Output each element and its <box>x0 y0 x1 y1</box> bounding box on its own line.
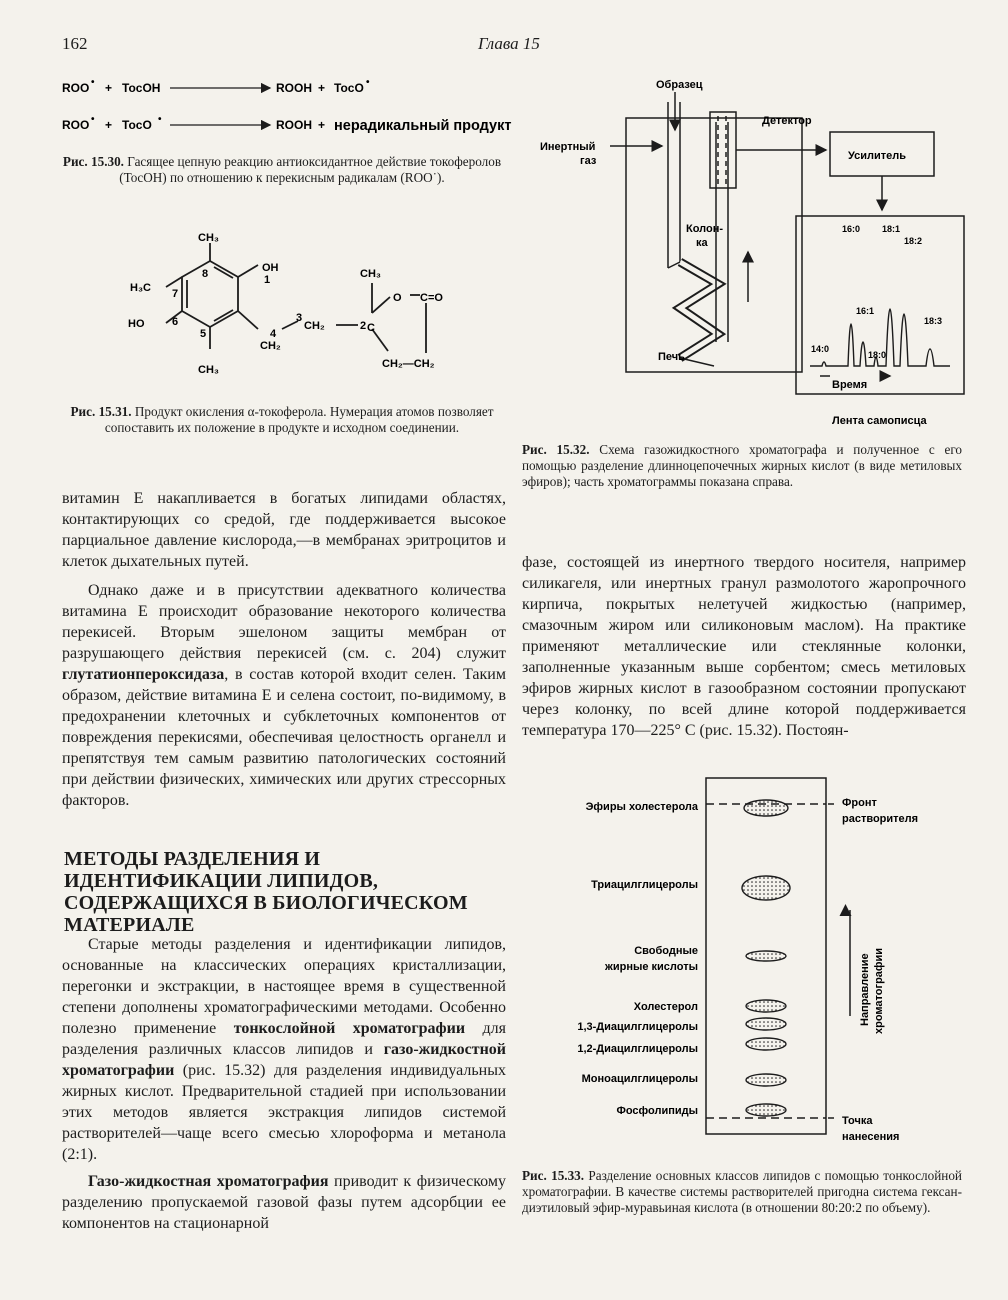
tlc-plate-diagram <box>530 776 970 1146</box>
r2-product1: ROOH <box>276 118 312 132</box>
peak-18-0: 18:0 <box>868 350 887 360</box>
spot-cholesterol-esters <box>744 800 788 816</box>
num-6: 6 <box>172 316 179 328</box>
inert-gas-label-2: газ <box>580 155 597 167</box>
amplifier-label: Усилитель <box>848 150 907 162</box>
fig-15-30-caption <box>60 154 504 186</box>
label-front-1: Фронт <box>842 797 877 809</box>
fig-15-31-caption <box>60 404 504 436</box>
p3-term-glc: газо-жидкостной хроматографии <box>62 1041 506 1079</box>
num-5: 5 <box>200 328 207 340</box>
ch3-top: CH₃ <box>198 232 219 244</box>
label-triacylglycerols: Триацилглицеролы <box>591 879 698 891</box>
fig-15-33-label: Рис. 15.33. <box>522 1168 585 1183</box>
detector-box <box>710 112 736 188</box>
num-4: 4 <box>270 328 277 340</box>
r1-dot2: • <box>366 77 370 88</box>
gas-chromatograph-diagram <box>530 72 970 432</box>
r2-dot1: • <box>91 114 95 125</box>
column-label-1: Колон- <box>686 223 724 235</box>
benzene-ring <box>182 261 238 327</box>
peak-18-1: 18:1 <box>882 224 901 234</box>
r2-dot2: • <box>158 114 162 125</box>
c2-label: C <box>367 322 375 334</box>
fig-15-30-text: Гасящее цепную реакцию антиоксидантное действие токоферолов (TocOH) по отношению к перекисным радикалам (ROO˙). <box>119 154 502 185</box>
peak-14-0: 14:0 <box>811 344 830 354</box>
label-ffa-2: жирные кислоты <box>605 961 698 973</box>
label-dag-12: 1,2-Диацилглицеролы <box>577 1043 698 1055</box>
spot-dag-13 <box>746 1018 786 1030</box>
peak-18-2: 18:2 <box>904 236 923 246</box>
c-double-o: C=O <box>420 292 443 304</box>
time-label: Время <box>832 379 868 391</box>
right-column-text <box>522 552 966 741</box>
label-origin-2: нанесения <box>842 1131 900 1143</box>
spot-triacylglycerols <box>742 876 790 900</box>
r1-dot1: • <box>91 77 95 88</box>
oh-label: OH <box>262 262 279 274</box>
spot-free-fatty-acids <box>746 951 786 961</box>
detector-label: Детектор <box>762 115 812 127</box>
p3-text-a: Старые методы разделения и идентификации липидов, основанные на классических операциях кристаллизации, перегонки и экстракции, в настоящее время в существенной степени дополнены хроматографическими методами. Особенно полезно применение <box>62 936 506 1037</box>
p3-text-b: для разделения различных классов липидов и <box>62 1020 506 1058</box>
fig-15-33-caption <box>522 1168 962 1216</box>
p2-text-a: Однако даже и в присутствии адекватного количества витамина E происходит образование некоторого количества перекисей. Вторым эшелоном защиты мембран от разрушающего действия перекисей (см. с. 204) служит <box>62 582 506 662</box>
tocopherol-product-structure <box>110 225 470 385</box>
left-column-text <box>62 488 506 811</box>
ch2-ch2: CH₂—CH₂ <box>382 358 435 370</box>
inert-gas-label-1: Инертный <box>540 141 596 153</box>
fig-15-30-label: Рис. 15.30. <box>62 154 124 169</box>
tape-label: Лента самописца <box>832 415 927 427</box>
p4-term: Газо-жидкостная хроматография <box>88 1173 329 1190</box>
left-paragraph-4 <box>62 1171 506 1234</box>
peak-18-3: 18:3 <box>924 316 943 326</box>
left-paragraph-1: витамин E накапливается в богатых липидами областях, контактирующих со средой, где поддерживается высокое парциальное давление кислорода,—в мембранах эритроцитов и клеток дыхательных путей. <box>62 490 506 570</box>
reaction-scheme <box>60 74 550 140</box>
peak-16-0: 16:0 <box>842 224 861 234</box>
p3-term-tlc: тонкослойной хроматографии <box>233 1020 466 1037</box>
r2-plus2: + <box>318 118 326 132</box>
fig-15-33-text: Разделение основных классов липидов с помощью тонкослойной хроматографии. В качестве системы растворителей пригодна система гексан-диэтиловый эфир-муравьиная кислота (в отношении 80:20:2 по объему). <box>522 1168 962 1215</box>
o-ring: O <box>393 292 402 304</box>
ho-label: HO <box>128 318 145 330</box>
recorder-tape <box>796 216 964 394</box>
left-paragraph-3 <box>62 934 506 1165</box>
spot-mag <box>746 1074 786 1086</box>
chapter-title: Глава 15 <box>478 34 540 53</box>
column-label-2: ка <box>696 237 708 249</box>
label-phospholipids: Фосфолипиды <box>616 1105 698 1117</box>
r1-reactant2: TocOH <box>122 81 161 95</box>
r2-product2: нерадикальный продукт <box>334 118 512 134</box>
num-1: 1 <box>264 274 271 286</box>
spot-phospholipids <box>746 1104 786 1116</box>
ch2-3: CH₂ <box>304 320 325 332</box>
r2-plus1: + <box>105 118 113 132</box>
num-8: 8 <box>202 268 209 280</box>
peak-16-1: 16:1 <box>856 306 875 316</box>
r1-product1: ROOH <box>276 81 312 95</box>
label-dag-13: 1,3-Диацилглицеролы <box>577 1021 698 1033</box>
fig-15-32-caption <box>522 442 962 490</box>
page-number: 162 <box>62 34 88 53</box>
label-cholesterol: Холестерол <box>633 1001 698 1013</box>
sample-label: Образец <box>656 79 703 91</box>
label-direction-2: хроматографии <box>873 947 885 1034</box>
spot-cholesterol <box>746 1000 786 1012</box>
label-ffa-1: Свободные <box>634 945 698 957</box>
h3c-label: H₃C <box>130 282 151 294</box>
label-cholesterol-esters: Эфиры холестерола <box>585 801 698 813</box>
p2-term: глутатионпероксидаза <box>62 666 225 683</box>
num-3: 3 <box>296 312 303 324</box>
num-7: 7 <box>172 288 179 300</box>
fig-15-31-text: Продукт окисления α-токоферола. Нумерация атомов позволяет сопоставить их положение в продукте и исходном соединении. <box>104 404 494 435</box>
p3-text-c: (рис. 15.32) для разделения индивидуальных жирных кислот. Предварительной стадией при использовании этих методов является экстракция липидов системой растворителей—чаще всего смесью хлороформа и метанола (2:1). <box>62 1062 506 1163</box>
label-mag: Моноацилглицеролы <box>581 1073 698 1085</box>
r1-product2: TocO <box>334 81 364 95</box>
spot-dag-12 <box>746 1038 786 1050</box>
left-column-text-2 <box>62 934 506 1234</box>
label-front-2: растворителя <box>842 813 919 825</box>
r1-plus2: + <box>318 81 326 95</box>
label-origin-1: Точка <box>842 1115 873 1127</box>
ch3-ring: CH₃ <box>360 268 381 280</box>
p4-text: приводит к физическому разделению пропускаемой газовой фазы путем адсорбции ее компонентов на стационарной <box>62 1173 506 1232</box>
section-heading: МЕТОДЫ РАЗДЕЛЕНИЯ И ИДЕНТИФИКАЦИИ ЛИПИДОВ, СОДЕРЖАЩИХСЯ В БИОЛОГИЧЕСКОМ МАТЕРИАЛЕ <box>64 848 468 936</box>
fig-15-31-label: Рис. 15.31. <box>70 404 132 419</box>
p2-text-b: , в состав которой входит селен. Таким образом, действие витамина E и селена состоит, по-видимому, в предохранении клеточных и субклеточных компонентов от повреждения перекисями, обеспечивая целостность органелл и препятствуя тем самым развитию патологических состояний при действии физических, химических или других стрессорных факторов. <box>62 666 506 809</box>
label-direction-1: Направление <box>859 953 871 1026</box>
r1-reactant1: ROO <box>62 81 90 95</box>
fig-15-32-label: Рис. 15.32. <box>522 442 590 457</box>
right-paragraph-1: фазе, состоящей из инертного твердого носителя, например силикагеля, или инертных гранул размолотого жаропрочного кирпича, покрытых нелетучей жидкостью (например, смазочным жиром или силиконовым маслом). На практике применяют металлические или стеклянные колонки, заполненные указанным выше сорбентом; смесь метиловых эфиров жирных кислот в газообразном состоянии пропускают через колонку, по всей длине которой поддерживается температура 170—225° C (рис. 15.32). Постоян- <box>522 554 966 739</box>
r2-reactant2: TocO <box>122 118 152 132</box>
ch3-bottom: CH₃ <box>198 364 219 376</box>
r2-reactant1: ROO <box>62 118 90 132</box>
fig-15-32-text: Схема газожидкостного хроматографа и полученное с его помощью разделение длинноцепочечных жирных кислот (в виде метиловых эфиров); часть хроматограммы показана справа. <box>522 442 963 489</box>
oven-label: Печь <box>658 351 685 363</box>
left-paragraph-2 <box>62 580 506 811</box>
num-2: 2 <box>360 320 367 332</box>
r1-plus1: + <box>105 81 113 95</box>
ch2-4: CH₂ <box>260 340 281 352</box>
